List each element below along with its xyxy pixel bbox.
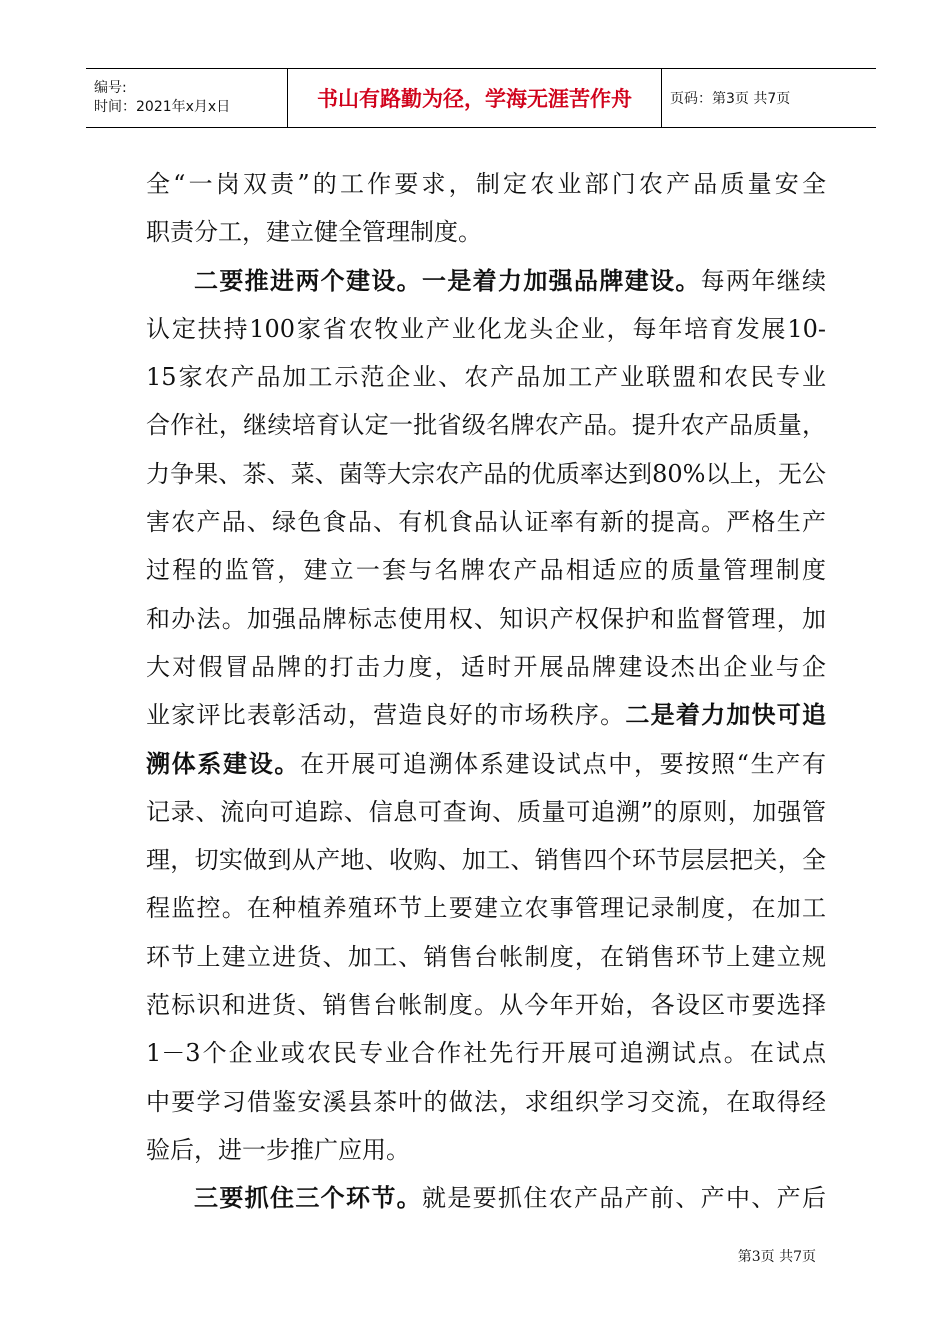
text-segment: 程监控。在种植养殖环节上要建立农事管理记录制度，在加工	[146, 894, 826, 923]
document-body	[146, 160, 826, 1223]
text-segment: 业家评比表彰活动，营造良好的市场秩序。	[146, 701, 626, 730]
text-line	[146, 498, 826, 546]
serial-label: 编号:	[94, 80, 127, 96]
text-line	[146, 981, 826, 1029]
text-segment: 认定扶持100家省农牧业产业化龙头企业，每年培育发展10-	[146, 314, 826, 343]
motto-text: 书山有路勤为径，学海无涯苦作舟	[317, 87, 632, 111]
text-segment: 范标识和进货、销售台帐制度。从今年开始，各设区市要选择	[146, 991, 826, 1020]
text-line	[146, 933, 826, 981]
text-segment: 1－3个企业或农民专业合作社先行开展可追溯试点。在试点	[146, 1039, 826, 1068]
text-line	[146, 450, 826, 498]
bold-text-segment: 溯体系建设。	[146, 749, 301, 778]
page-header	[86, 68, 876, 128]
text-segment: 力争果、茶、菜、菌等大宗农产品的优质率达到80%以上，无公	[146, 459, 826, 488]
bold-text-segment: 二是着力加快可追	[625, 701, 827, 730]
text-segment: 过程的监管，建立一套与名牌农产品相适应的质量管理制度	[146, 556, 826, 585]
text-line	[146, 401, 826, 449]
text-segment: 15家农产品加工示范企业、农产品加工产业联盟和农民专业	[146, 363, 826, 392]
text-segment: 在开展可追溯体系建设试点中，要按照“生产有	[300, 749, 826, 778]
text-segment: 环节上建立进货、加工、销售台帐制度，在销售环节上建立规	[146, 942, 826, 971]
text-line	[146, 546, 826, 594]
bold-text-segment: 二要推进两个建设。一是着力加强品牌建设。	[194, 266, 701, 295]
text-segment: 职责分工，建立健全管理制度。	[146, 218, 482, 247]
text-segment: 记录、流向可追踪、信息可查询、质量可追溯”的原则，加强管	[146, 797, 826, 826]
footer-page-label: 第3页 共7页	[737, 1249, 816, 1265]
text-line	[146, 1126, 826, 1174]
bold-text-segment: 三要抓住三个环节。	[194, 1184, 422, 1213]
text-line	[146, 740, 826, 788]
header-page-info	[662, 69, 876, 127]
text-line	[146, 1174, 826, 1222]
text-line	[146, 884, 826, 932]
text-line	[146, 353, 826, 401]
text-line	[146, 1078, 826, 1126]
text-line	[146, 595, 826, 643]
text-line	[146, 836, 826, 884]
text-line	[146, 208, 826, 256]
text-segment: 中要学习借鉴安溪县茶叶的做法，求组织学习交流，在取得经	[146, 1087, 826, 1116]
page-footer	[738, 1246, 816, 1266]
text-line	[146, 1029, 826, 1077]
text-line	[146, 788, 826, 836]
text-segment: 就是要抓住农产品产前、产中、产后	[422, 1184, 826, 1213]
text-line	[146, 305, 826, 353]
text-segment: 害农产品、绿色食品、有机食品认证率有新的提高。严格生产	[146, 508, 826, 537]
text-segment: 合作社，继续培育认定一批省级名牌农产品。提升农产品质量，	[146, 411, 826, 440]
text-segment: 验后，进一步推广应用。	[146, 1135, 410, 1164]
text-segment: 全“一岗双责”的工作要求，制定农业部门农产品质量安全	[146, 170, 826, 198]
text-segment: 理，切实做到从产地、收购、加工、销售四个环节层层把关，全	[146, 846, 826, 875]
header-meta	[86, 69, 288, 127]
header-page-label: 页码：第3页 共7页	[670, 91, 791, 107]
text-segment: 每两年继续	[700, 266, 827, 295]
text-line	[146, 160, 826, 208]
text-segment: 和办法。加强品牌标志使用权、知识产权保护和监督管理，加	[146, 604, 826, 633]
text-line	[146, 643, 826, 691]
text-segment: 大对假冒品牌的打击力度，适时开展品牌建设杰出企业与企	[146, 652, 826, 681]
text-line	[146, 691, 826, 739]
time-label: 时间：2021年x月x日	[94, 99, 231, 115]
text-line	[146, 257, 826, 305]
header-motto	[288, 69, 662, 127]
